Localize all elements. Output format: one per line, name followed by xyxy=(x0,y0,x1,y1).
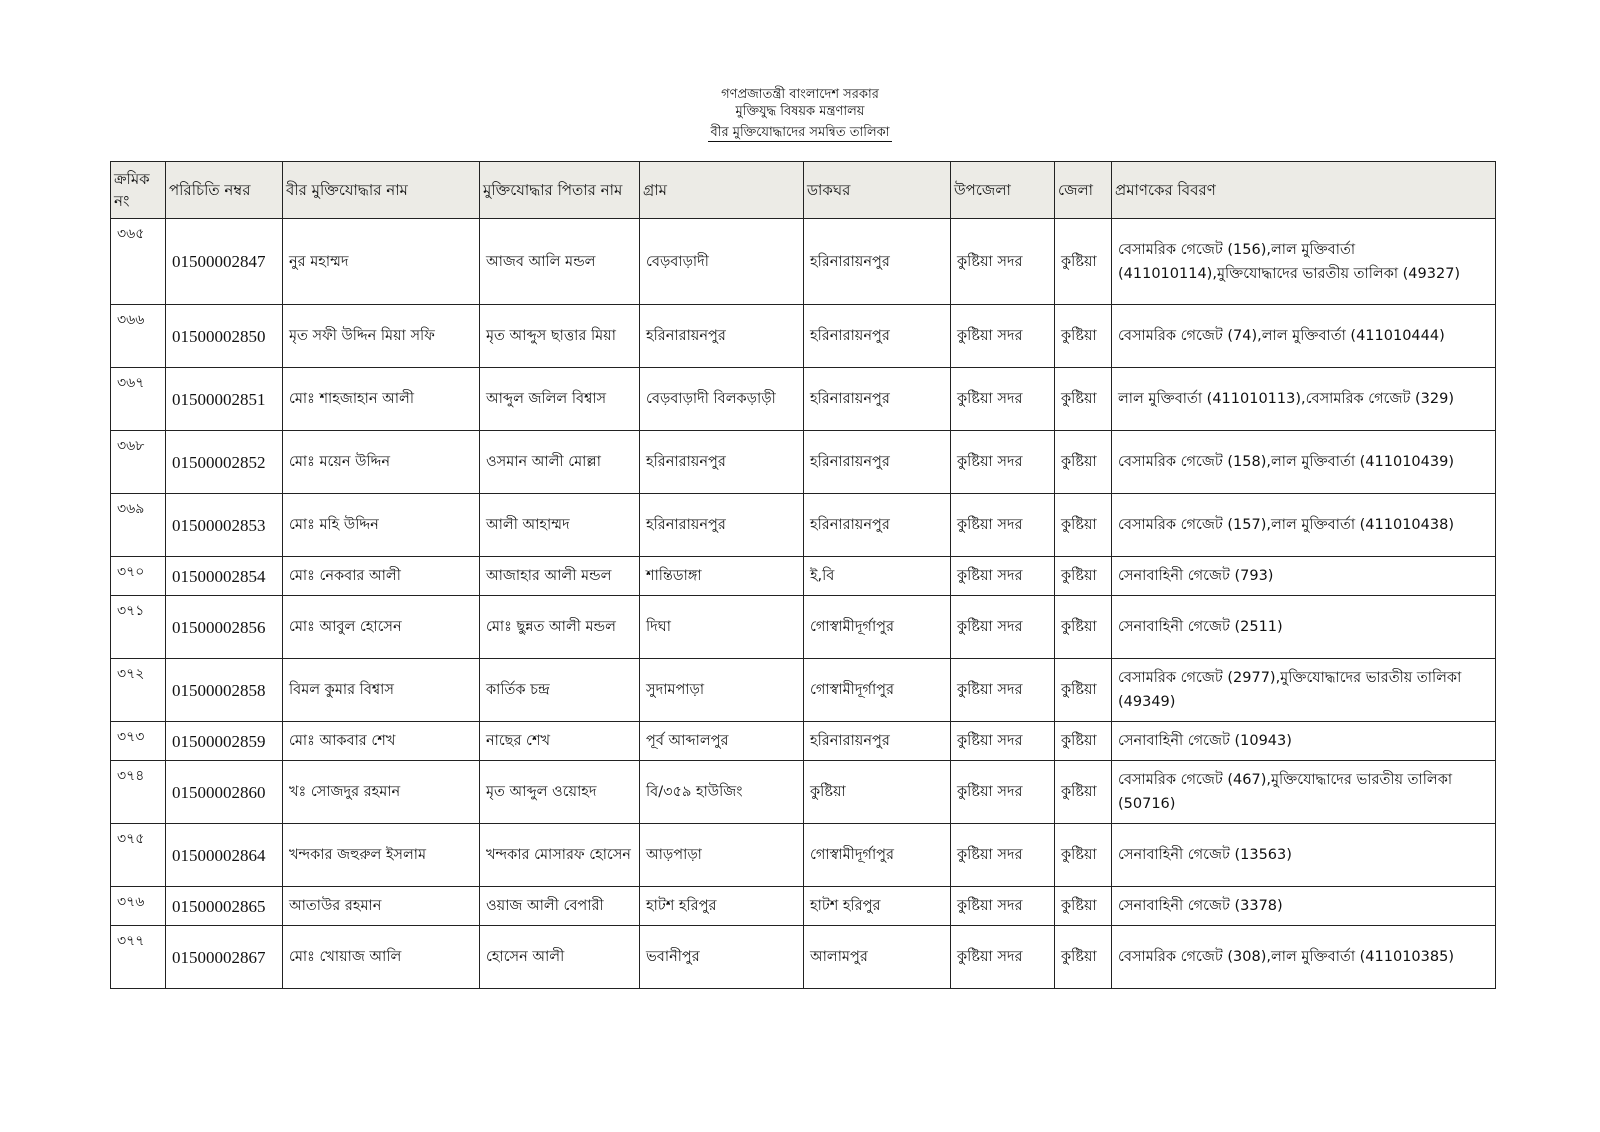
table-row xyxy=(111,431,1496,494)
district-cell: কুষ্টিয়া xyxy=(1055,557,1112,596)
id-cell: 01500002851 xyxy=(166,368,283,431)
upazila-cell: কুষ্টিয়া সদর xyxy=(951,368,1055,431)
serial-cell: ৩৬৮ xyxy=(111,431,166,494)
name-cell: খঃ সোজদুর রহমান xyxy=(283,761,480,824)
id-cell: 01500002864 xyxy=(166,824,283,887)
proof-cell: বেসামরিক গেজেট (157),লাল মুক্তিবার্তা (411010438) xyxy=(1112,494,1496,557)
proof-cell: লাল মুক্তিবার্তা (411010113),বেসামরিক গেজেট (329) xyxy=(1112,368,1496,431)
serial-cell: ৩৭২ xyxy=(111,659,166,722)
post-office-cell: গোস্বামীদূর্গাপুর xyxy=(804,596,951,659)
table-row xyxy=(111,368,1496,431)
id-cell: 01500002859 xyxy=(166,722,283,761)
col-header-name: বীর মুক্তিযোদ্ধার নাম xyxy=(283,162,480,219)
col-header-id: পরিচিতি নম্বর xyxy=(166,162,283,219)
table-row xyxy=(111,659,1496,722)
post-office-cell: হরিনারায়নপুর xyxy=(804,722,951,761)
upazila-cell: কুষ্টিয়া সদর xyxy=(951,887,1055,926)
post-office-cell: গোস্বামীদূর্গাপুর xyxy=(804,659,951,722)
district-cell: কুষ্টিয়া xyxy=(1055,219,1112,305)
upazila-cell: কুষ্টিয়া সদর xyxy=(951,305,1055,368)
upazila-cell: কুষ্টিয়া সদর xyxy=(951,431,1055,494)
document-heading xyxy=(0,86,1600,142)
post-office-cell: হাটশ হরিপুর xyxy=(804,887,951,926)
father-cell: ওয়াজ আলী বেপারী xyxy=(480,887,640,926)
id-cell: 01500002867 xyxy=(166,926,283,989)
name-cell: বিমল কুমার বিশ্বাস xyxy=(283,659,480,722)
table-row xyxy=(111,824,1496,887)
father-cell: আব্দুল জলিল বিশ্বাস xyxy=(480,368,640,431)
district-cell: কুষ্টিয়া xyxy=(1055,659,1112,722)
post-office-cell: হরিনারায়নপুর xyxy=(804,305,951,368)
district-cell: কুষ্টিয়া xyxy=(1055,596,1112,659)
id-cell: 01500002856 xyxy=(166,596,283,659)
id-cell: 01500002858 xyxy=(166,659,283,722)
serial-cell: ৩৬৭ xyxy=(111,368,166,431)
id-cell: 01500002847 xyxy=(166,219,283,305)
post-office-cell: আলামপুর xyxy=(804,926,951,989)
proof-cell: বেসামরিক গেজেট (467),মুক্তিযোদ্ধাদের ভারতীয় তালিকা (50716) xyxy=(1112,761,1496,824)
table-row xyxy=(111,305,1496,368)
district-cell: কুষ্টিয়া xyxy=(1055,824,1112,887)
name-cell: মৃত সফী উদ্দিন মিয়া সফি xyxy=(283,305,480,368)
upazila-cell: কুষ্টিয়া সদর xyxy=(951,722,1055,761)
post-office-cell: হরিনারায়নপুর xyxy=(804,494,951,557)
name-cell: খন্দকার জহুরুল ইসলাম xyxy=(283,824,480,887)
post-office-cell: গোস্বামীদূর্গাপুর xyxy=(804,824,951,887)
father-cell: নাছের শেখ xyxy=(480,722,640,761)
village-cell: হরিনারায়নপুর xyxy=(640,494,804,557)
post-office-cell: হরিনারায়নপুর xyxy=(804,431,951,494)
name-cell: মোঃ খোয়াজ আলি xyxy=(283,926,480,989)
col-header-district: জেলা xyxy=(1055,162,1112,219)
father-cell: হোসেন আলী xyxy=(480,926,640,989)
name-cell: মোঃ ময়েন উদ্দিন xyxy=(283,431,480,494)
table-row xyxy=(111,596,1496,659)
proof-cell: সেনাবাহিনী গেজেট (13563) xyxy=(1112,824,1496,887)
post-office-cell: হরিনারায়নপুর xyxy=(804,219,951,305)
district-cell: কুষ্টিয়া xyxy=(1055,926,1112,989)
district-cell: কুষ্টিয়া xyxy=(1055,722,1112,761)
village-cell: বেড়বাড়াদী বিলকড়াড়ী xyxy=(640,368,804,431)
village-cell: হরিনারায়নপুর xyxy=(640,305,804,368)
name-cell: মোঃ আবুল হোসেন xyxy=(283,596,480,659)
upazila-cell: কুষ্টিয়া সদর xyxy=(951,824,1055,887)
father-cell: মোঃ ছুন্নত আলী মন্ডল xyxy=(480,596,640,659)
col-header-village: গ্রাম xyxy=(640,162,804,219)
col-header-serial: ক্রমিক নং xyxy=(111,162,166,219)
village-cell: সুদামপাড়া xyxy=(640,659,804,722)
proof-cell: সেনাবাহিনী গেজেট (3378) xyxy=(1112,887,1496,926)
father-cell: আজব আলি মন্ডল xyxy=(480,219,640,305)
proof-cell: বেসামরিক গেজেট (2977),মুক্তিযোদ্ধাদের ভারতীয় তালিকা (49349) xyxy=(1112,659,1496,722)
village-cell: হরিনারায়নপুর xyxy=(640,431,804,494)
village-cell: বেড়বাড়াদী xyxy=(640,219,804,305)
proof-cell: সেনাবাহিনী গেজেট (793) xyxy=(1112,557,1496,596)
name-cell: আতাউর রহমান xyxy=(283,887,480,926)
serial-cell: ৩৬৯ xyxy=(111,494,166,557)
village-cell: বি/৩৫৯ হাউজিং xyxy=(640,761,804,824)
father-cell: মৃত আব্দুস ছাত্তার মিয়া xyxy=(480,305,640,368)
table-row xyxy=(111,557,1496,596)
post-office-cell: ই,বি xyxy=(804,557,951,596)
serial-cell: ৩৭৩ xyxy=(111,722,166,761)
id-cell: 01500002850 xyxy=(166,305,283,368)
post-office-cell: হরিনারায়নপুর xyxy=(804,368,951,431)
name-cell: মোঃ আকবার শেখ xyxy=(283,722,480,761)
father-cell: আলী আহাম্মদ xyxy=(480,494,640,557)
id-cell: 01500002865 xyxy=(166,887,283,926)
village-cell: ভবানীপুর xyxy=(640,926,804,989)
proof-cell: বেসামরিক গেজেট (156),লাল মুক্তিবার্তা (411010114),মুক্তিযোদ্ধাদের ভারতীয় তালিকা (49327) xyxy=(1112,219,1496,305)
village-cell: হাটশ হরিপুর xyxy=(640,887,804,926)
name-cell: মোঃ নেকবার আলী xyxy=(283,557,480,596)
serial-cell: ৩৭৪ xyxy=(111,761,166,824)
upazila-cell: কুষ্টিয়া সদর xyxy=(951,761,1055,824)
serial-cell: ৩৭৬ xyxy=(111,887,166,926)
col-header-upazila: উপজেলা xyxy=(951,162,1055,219)
proof-cell: বেসামরিক গেজেট (158),লাল মুক্তিবার্তা (411010439) xyxy=(1112,431,1496,494)
proof-cell: বেসামরিক গেজেট (74),লাল মুক্তিবার্তা (411010444) xyxy=(1112,305,1496,368)
district-cell: কুষ্টিয়া xyxy=(1055,431,1112,494)
father-cell: খন্দকার মোসারফ হোসেন xyxy=(480,824,640,887)
id-cell: 01500002854 xyxy=(166,557,283,596)
post-office-cell: কুষ্টিয়া xyxy=(804,761,951,824)
proof-cell: সেনাবাহিনী গেজেট (2511) xyxy=(1112,596,1496,659)
village-cell: দিঘা xyxy=(640,596,804,659)
father-cell: আজাহার আলী মন্ডল xyxy=(480,557,640,596)
table-row xyxy=(111,926,1496,989)
government-title: গণপ্রজাতন্ত্রী বাংলাদেশ সরকার xyxy=(721,87,879,102)
upazila-cell: কুষ্টিয়া সদর xyxy=(951,659,1055,722)
id-cell: 01500002852 xyxy=(166,431,283,494)
serial-cell: ৩৬৫ xyxy=(111,219,166,305)
id-cell: 01500002853 xyxy=(166,494,283,557)
district-cell: কুষ্টিয়া xyxy=(1055,305,1112,368)
father-cell: ওসমান আলী মোল্লা xyxy=(480,431,640,494)
upazila-cell: কুষ্টিয়া সদর xyxy=(951,926,1055,989)
serial-cell: ৩৭১ xyxy=(111,596,166,659)
serial-cell: ৩৭৫ xyxy=(111,824,166,887)
district-cell: কুষ্টিয়া xyxy=(1055,494,1112,557)
ministry-title: মুক্তিযুদ্ধ বিষয়ক মন্ত্রণালয় xyxy=(735,104,865,119)
name-cell: নুর মহাম্মদ xyxy=(283,219,480,305)
upazila-cell: কুষ্টিয়া সদর xyxy=(951,494,1055,557)
table-row xyxy=(111,494,1496,557)
father-cell: মৃত আব্দুল ওয়োহদ xyxy=(480,761,640,824)
table-row xyxy=(111,722,1496,761)
district-cell: কুষ্টিয়া xyxy=(1055,368,1112,431)
father-cell: কার্তিক চন্দ্র xyxy=(480,659,640,722)
village-cell: শান্তিডাঙ্গা xyxy=(640,557,804,596)
serial-cell: ৩৭০ xyxy=(111,557,166,596)
upazila-cell: কুষ্টিয়া সদর xyxy=(951,596,1055,659)
table-row xyxy=(111,219,1496,305)
village-cell: আড়পাড়া xyxy=(640,824,804,887)
village-cell: পূর্ব আব্দালপুর xyxy=(640,722,804,761)
serial-cell: ৩৭৭ xyxy=(111,926,166,989)
table-header-row xyxy=(111,162,1496,219)
proof-cell: সেনাবাহিনী গেজেট (10943) xyxy=(1112,722,1496,761)
district-cell: কুষ্টিয়া xyxy=(1055,761,1112,824)
upazila-cell: কুষ্টিয়া সদর xyxy=(951,219,1055,305)
id-cell: 01500002860 xyxy=(166,761,283,824)
table-row xyxy=(111,761,1496,824)
name-cell: মোঃ মহি উদ্দিন xyxy=(283,494,480,557)
list-title: বীর মুক্তিযোদ্ধাদের সমন্বিত তালিকা xyxy=(710,125,890,140)
name-cell: মোঃ শাহজাহান আলী xyxy=(283,368,480,431)
upazila-cell: কুষ্টিয়া সদর xyxy=(951,557,1055,596)
col-header-post-office: ডাকঘর xyxy=(804,162,951,219)
district-cell: কুষ্টিয়া xyxy=(1055,887,1112,926)
col-header-father: মুক্তিযোদ্ধার পিতার নাম xyxy=(480,162,640,219)
serial-cell: ৩৬৬ xyxy=(111,305,166,368)
proof-cell: বেসামরিক গেজেট (308),লাল মুক্তিবার্তা (411010385) xyxy=(1112,926,1496,989)
table-row xyxy=(111,887,1496,926)
col-header-proof: প্রমাণকের বিবরণ xyxy=(1112,162,1496,219)
freedom-fighter-table xyxy=(110,161,1496,989)
